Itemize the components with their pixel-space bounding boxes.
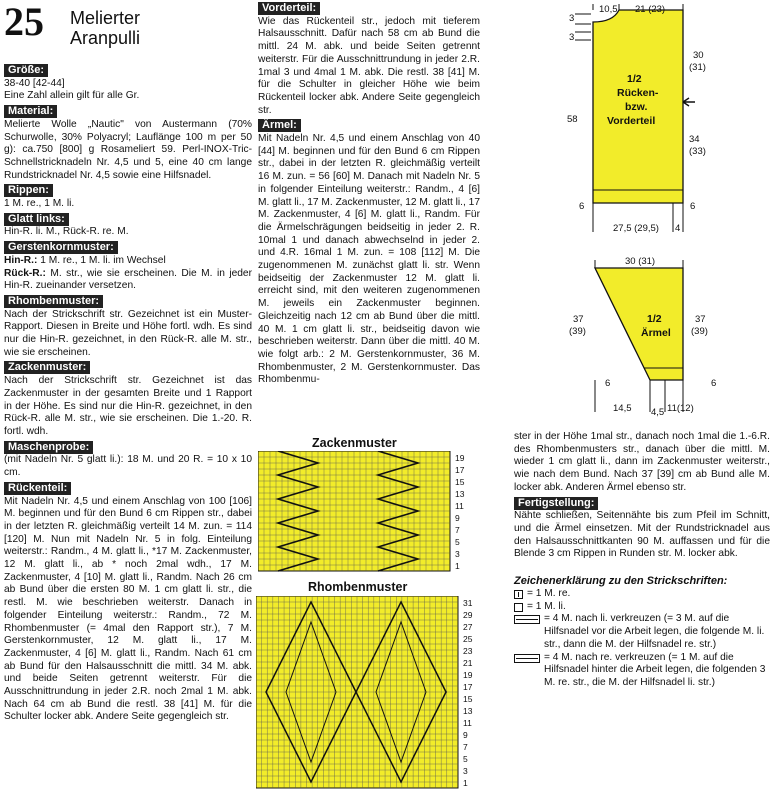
knit-symbol-icon <box>514 590 523 599</box>
legend-title: Zeichenerklärung zu den Strickschriften: <box>514 575 728 588</box>
legend-text-3: = 4 M. nach li. verkreuzen (= 3 M. auf die Hilfsnadel vor die Arbeit legen, die folgende M. li. str., dann die M. der Hilfsnadel re. str.) <box>544 613 765 650</box>
heading-gerstenkorn: Gerstenkornmuster: <box>4 241 118 254</box>
heading-vorderteil: Vorderteil: <box>258 2 320 15</box>
zacken-chart-title: Zackenmuster <box>312 436 397 450</box>
heading-zackenmuster: Zackenmuster: <box>4 361 90 374</box>
dim-right-mid: 34 <box>689 134 700 145</box>
text-fertigstellung: Nähte schließen, Seitennähte bis zum Pfeil im Schnitt, und die Ärmel einsetzen. Mit der Rundstricknadel aus den Halsausschnittkanten 90 M. auffassen und für die Blende 3 cm Rippen in Runden str. M. locker abk. <box>514 510 770 560</box>
seam-arrow-icon <box>683 98 695 106</box>
zacken-row-numbers <box>455 453 465 571</box>
middle-column <box>258 0 480 387</box>
rhomben-row-number: 29 <box>463 610 473 620</box>
rhomben-row-number: 17 <box>463 682 473 692</box>
rhomben-row-number: 23 <box>463 646 473 656</box>
dim-top-left: 10,5 <box>599 4 618 15</box>
dim-left-height: 58 <box>567 114 578 125</box>
rhomben-row-number: 5 <box>463 754 468 764</box>
sleeve-shape <box>595 268 683 380</box>
dim-top-right: 21 (23) <box>635 4 666 15</box>
legend-text-2: = 1 M. li. <box>527 600 566 612</box>
sleeve-schematic <box>555 252 770 422</box>
pattern-number: 25 <box>4 0 44 44</box>
text-rueckenteil: Mit Nadeln Nr. 4,5 und einem Anschlag von 100 [106] M. beginnen und für den Bund 6 cm Rippen str., dabei in der letzten R. gleichmäßig verteilt 14 M. zun. = 114 [120] M. Nun mit Nadeln Nr. 5 in folg. Einteilung weiterstr.: Randm., 4 M. glatt li., *17 M. Zackenmuster, 12 M. glatt li., ab * noch 2mal wdh., 17 M. Zackenmuster, 4 [10] M. glatt li., Randm. Nach 26 cm ab Bund über die ersten 80 M. 1 cm glatt li. str., die restl. M. wie beschrieben weiterstr. Danach in folgender Einteilung weiterstr.: Randm., 72 M. Rhombenmuster (= 4mal den Rapport str.), 7 M. Gerstenkornmuster, 12 M. glatt li., 17 M. Zackenmuster, 4 [6] M. glatt li., Randm. Nach 61 cm ab Bund für den Halsausschnitt die mittl. 34 M. abk. und beide Seiten getrennt weiterstr. Für die Ausschnittrundung in jeder 2.R. noch 2mal 1 M. abk. Nach 64 cm ab Bund die restl. 38 [41] M. für die Schulter locker abk. Andere Seite gegengleich str. <box>4 495 252 723</box>
zacken-row-number: 1 <box>455 561 460 571</box>
legend-row-1 <box>514 588 770 601</box>
sleeve-label-1: 1/2 <box>647 313 662 325</box>
dim-bottom-right: 6 <box>690 201 696 212</box>
zacken-row-number: 11 <box>455 501 464 511</box>
text-glatt-links: Hin-R. li. M., Rück-R. re. M. <box>4 226 129 238</box>
rhomben-row-number: 15 <box>463 694 473 704</box>
heading-glatt-links: Glatt links: <box>4 213 69 226</box>
legend-row-2 <box>514 601 770 614</box>
rhomben-row-number: 9 <box>463 730 468 740</box>
dim-sleeve-bottom-right: 6 <box>711 378 717 389</box>
text-gerstenkorn-b <box>4 268 252 293</box>
dim-sleeve-left-2: (39) <box>569 326 586 337</box>
dim-sleeve-base-a: 14,5 <box>613 403 632 414</box>
dim-sleeve-right-2: (39) <box>691 326 708 337</box>
body-label-1: 1/2 <box>627 73 642 85</box>
zacken-row-number: 15 <box>455 477 465 487</box>
rhomben-chart <box>256 596 478 792</box>
heading-maschenprobe: Maschenprobe: <box>4 441 93 454</box>
zacken-row-number: 3 <box>455 549 460 559</box>
rhomben-row-number: 3 <box>463 766 468 776</box>
right-column <box>514 431 770 690</box>
dim-neck-b: 3 <box>569 32 575 43</box>
legend-row-4 <box>514 652 770 690</box>
heading-rueckenteil: Rückenteil: <box>4 482 71 495</box>
label-rueck-r: Rück-R.: <box>4 267 46 279</box>
zacken-row-number: 5 <box>455 537 460 547</box>
dim-sleeve-base-b: 4,5 <box>651 407 665 418</box>
text-groesse-2: Eine Zahl allein gilt für alle Gr. <box>4 90 140 102</box>
body-label-3: bzw. <box>625 101 648 113</box>
dim-sleeve-left: 37 <box>573 314 584 325</box>
rhomben-row-number: 13 <box>463 706 473 716</box>
dim-neck-a: 3 <box>569 13 575 24</box>
zacken-row-number: 17 <box>455 465 465 475</box>
text-groesse-1: 38-40 [42-44] <box>4 77 65 89</box>
dim-width: 27,5 (29,5) <box>613 223 659 234</box>
cross-right-symbol-icon <box>514 654 540 663</box>
zacken-row-number: 19 <box>455 453 465 463</box>
sleeve-label-2: Ärmel <box>641 327 671 339</box>
body-label-2: Rücken- <box>617 87 659 99</box>
dim-right-top-2: (31) <box>689 62 706 73</box>
pattern-title <box>70 8 140 48</box>
zacken-chart <box>258 451 480 575</box>
text-rueck-r: M. str., wie sie erscheinen. Die M. in jeder Hin-R. zueinander versetzen. <box>4 267 252 292</box>
zacken-row-number: 9 <box>455 513 460 523</box>
heading-rippen: Rippen: <box>4 184 53 197</box>
text-vorderteil: Wie das Rückenteil str., jedoch mit tieferem Halsausschnitt. Dafür nach 58 cm ab Bund die mittl. 24 M. abk. und beide Seiten getrennt weiterstr. Für die Ausschnittrundung in jeder 2.R. 1mal 3 und 4mal 1 M. abk. Die restl. 38 [41] M. für die Schulter in gleicher Höhe wie beim Rückenteil locker abk. Andere Seite gegengleich str. <box>258 15 480 116</box>
legend-text-4: = 4 M. nach re. verkreuzen (= 1 M. auf die Hilfsnadel hinter die Arbeit legen, die folgenden 3 M. re. str., die M. der Hilfsnadel li. str.) <box>544 651 766 688</box>
rhomben-row-number: 21 <box>463 658 473 668</box>
text-maschenprobe: (mit Nadeln Nr. 5 glatt li.): 18 M. und 20 R. = 10 x 10 cm. <box>4 454 252 479</box>
text-gerstenkorn-a <box>4 255 252 268</box>
dim-width-b: 4 <box>675 223 681 234</box>
rhomben-chart-title: Rhombenmuster <box>308 580 408 594</box>
zacken-grid-lines <box>258 451 450 571</box>
text-rhombenmuster: Nach der Strickschrift str. Gezeichnet ist ein Muster-Rapport. Diesen in Breite und Höhe fortl. wdh. Es sind nur die Hin-R. gezeichnet, in den Rück-R. alle M. str., wie sie erscheinen. <box>4 308 252 358</box>
legend-row-3 <box>514 613 770 651</box>
text-hin-r: 1 M. re., 1 M. li. im Wechsel <box>37 254 166 266</box>
purl-symbol-icon <box>514 603 523 612</box>
heading-groesse: Größe: <box>4 64 48 77</box>
dim-sleeve-base-c: 11(12) <box>667 403 694 414</box>
heading-material: Material: <box>4 105 57 118</box>
rhomben-row-number: 27 <box>463 622 473 632</box>
text-aermel-cont: ster in der Höhe 1mal str., danach noch 1mal die 1.-6.R. des Rhombenmusters str., danach über die mittl. M. wieder 1 cm glatt li., dann im Zackenmuster weiterstr., wie nach dem Bund. Nach 37 [39] cm ab Bund alle M. locker abk. Anderen Ärmel ebenso str. <box>514 431 770 493</box>
left-column <box>4 62 252 724</box>
rhomben-row-number: 25 <box>463 634 473 644</box>
body-label-4: Vorderteil <box>607 115 656 127</box>
label-hin-r: Hin-R.: <box>4 254 38 266</box>
title-line-1: Melierter <box>70 8 141 28</box>
body-schematic <box>555 0 770 240</box>
dim-sleeve-bottom-left: 6 <box>605 378 611 389</box>
rhomben-row-number: 1 <box>463 778 468 788</box>
heading-fertigstellung: Fertigstellung: <box>514 497 598 510</box>
text-material: Melierte Wolle „Nautic" von Austermann (70% Schurwolle, 30% Polyacryl; Lauflänge 100 m per 50 g): ca.750 [800] g Rosameliert 59. Perl-INOX-Tric-Schnellstricknadeln Nr. 4,5 und 5, eine 40 cm lange Rundstricknadel Nr. 4,5 sowie eine Hilfsnadel. <box>4 118 252 181</box>
heading-rhombenmuster: Rhombenmuster: <box>4 295 103 308</box>
heading-aermel: Ärmel: <box>258 119 301 132</box>
text-aermel: Mit Nadeln Nr. 4,5 und einem Anschlag von 40 [44] M. beginnen und für den Bund 6 cm Rippen str., dabei in der letzten R. gleichmäßig verteilt 16 M. zun. = 56 [60] M. Danach mit Nadeln Nr. 5 in folgender Einteilung weiterstr.: Randm., 4 [6] M. glatt li., 17 M. Zackenmuster, 12 M. glatt li., 17 M. Zackenmuster, 4 [6] M. glatt li., Randm. Für die Ärmelschrägungen beidseitig in jeder 2. R. 10mal 1 und danach abwechselnd in jeder 2. und 4.R. 16mal 1 M. zun. = 108 [112] M. Die zugenommenen M. zunächst glatt li. str. Wenn beidseitig der Zackenmuster 12 M. glatt li. erreicht sind, mit den weiteren zugenommenen M. jeweils ein Zackenmuster beginnen. Gleichzeitig nach 12 cm ab Bund über die mittl. 40 M. 1 cm glatt li. str., beidseitig davon wie beschrieben weiterstr. Dann über die mittl. 40 M. wie folgt arb.: 2 M. Gerstenkornmuster, 36 M. Rhombenmuster, 2 M. Gerstenkornmuster. Das Rhombenmu- <box>258 133 480 386</box>
rhomben-row-numbers <box>463 598 473 788</box>
dim-sleeve-right: 37 <box>695 314 706 325</box>
rhomben-row-number: 11 <box>463 718 472 728</box>
dim-bottom-left: 6 <box>579 201 585 212</box>
zacken-row-number: 7 <box>455 525 460 535</box>
title-line-2: Aranpulli <box>70 28 141 48</box>
text-zackenmuster: Nach der Strickschrift str. Gezeichnet ist das Zackenmuster in der gesamten Breite und 1 Rapport in der Höhe. Es sind nur die Hin-R. gezeichnet, in den Rück-R. alle M. str., wie sie erscheinen. Die 1.-20. R. fortl. wdh. <box>4 375 252 437</box>
dim-right-top: 30 <box>693 50 704 61</box>
cross-left-symbol-icon <box>514 615 540 624</box>
rhomben-row-number: 31 <box>463 598 473 608</box>
dim-right-mid-2: (33) <box>689 146 706 157</box>
legend-text-1: = 1 M. re. <box>527 588 571 600</box>
text-rippen: 1 M. re., 1 M. li. <box>4 198 75 210</box>
rhomben-row-number: 19 <box>463 670 473 680</box>
rhomben-row-number: 7 <box>463 742 468 752</box>
dim-sleeve-top: 30 (31) <box>625 256 656 267</box>
zacken-row-number: 13 <box>455 489 465 499</box>
